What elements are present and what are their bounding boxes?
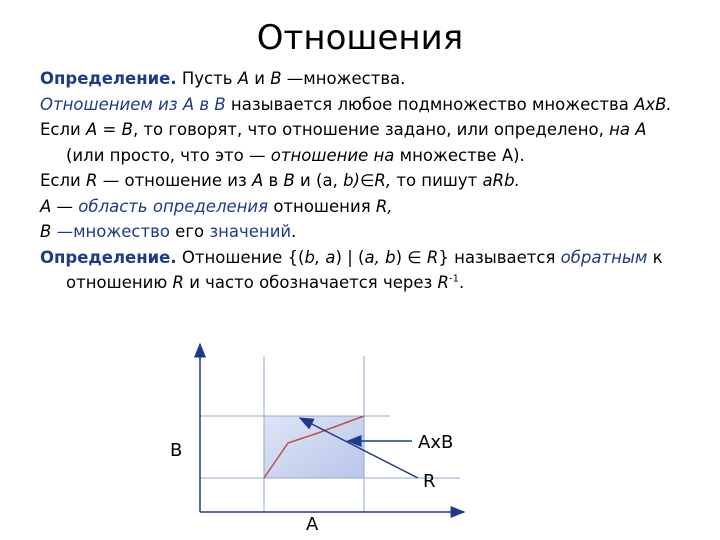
text-run: R (426, 247, 439, 267)
element-of-symbol: ∈ (360, 171, 375, 190)
text-run: ) ∈ (395, 247, 427, 267)
text-run: , то говорят, что отношение задано, или определено, (132, 120, 610, 139)
text-run: R, (374, 171, 392, 190)
text-run: в (263, 171, 284, 190)
text-run: . (291, 222, 297, 241)
text-run: его (175, 222, 205, 241)
text-run: R, (375, 196, 393, 216)
text-run: R (86, 171, 98, 190)
label-a: A (306, 514, 319, 535)
term-values: значений (204, 222, 292, 241)
text-run: отношение на (270, 145, 395, 165)
text-run: на A (609, 120, 647, 139)
text-run: В (270, 69, 282, 88)
text-run: —множество (51, 222, 176, 241)
text-run: A (40, 196, 52, 216)
page-title: Отношения (256, 18, 464, 58)
text-run: и часто обозначается через (183, 273, 438, 292)
label-axb: AxB (418, 432, 454, 453)
text-run: к отношению (66, 247, 663, 292)
text-run: A = B (86, 120, 133, 139)
text-run: R (437, 273, 449, 292)
text-run: } называется (438, 247, 561, 267)
text-run: — отношение из (97, 171, 252, 190)
text-run: b, a (304, 247, 336, 267)
text-run: B (40, 222, 52, 241)
term-relation: Отношением (40, 94, 153, 114)
text-run: А (237, 69, 250, 88)
text-run: из А в В (158, 94, 226, 114)
term-inverse: обратным (560, 247, 648, 267)
text-run: ) | ( (335, 247, 365, 267)
text-run: — (51, 196, 79, 216)
text-run: множестве А). (394, 145, 525, 165)
text-run: и (а, (294, 171, 344, 190)
text-run: то пишут (391, 171, 483, 190)
label-r: R (423, 471, 436, 492)
text-run: R (172, 273, 184, 292)
text-run: и (249, 69, 271, 88)
text-run: A (251, 171, 264, 190)
text-run: Пусть (176, 69, 238, 88)
superscript: -1 (448, 273, 459, 285)
text-run: (или просто, что это — (66, 145, 271, 165)
label-b: B (170, 440, 183, 461)
text-run: B (283, 171, 295, 190)
text-run: . (458, 273, 465, 292)
text-run: a, b (364, 247, 396, 267)
text-run: aRb. (482, 171, 520, 190)
definition-label: Определение. (40, 69, 177, 88)
text-run: отношения (268, 196, 376, 216)
text-run: b) (343, 171, 360, 190)
text-run: Если (40, 171, 87, 190)
definition-label: Определение. (40, 247, 177, 267)
term-domain: область определения (78, 196, 269, 216)
text-run: АхВ. (634, 94, 672, 114)
text-run: называется любое подмножество множества (225, 94, 635, 114)
text-run: Отношение {( (176, 247, 305, 267)
text-run: —множества. (281, 69, 406, 88)
text-run: Если (40, 120, 87, 139)
